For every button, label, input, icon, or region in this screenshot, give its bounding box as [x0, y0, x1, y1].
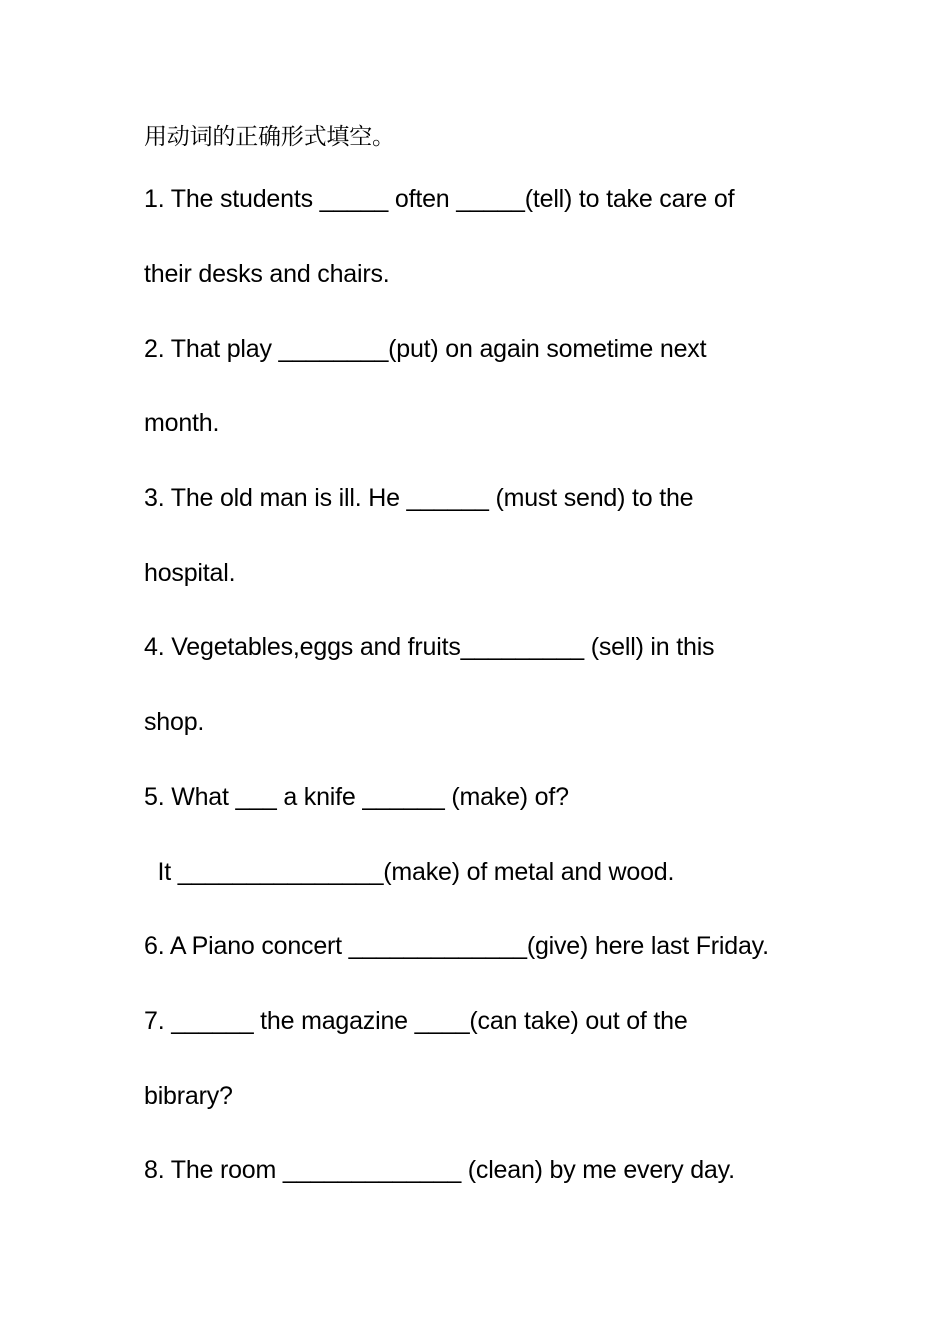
question-7-line-1: 7. ______ the magazine ____(can take) out of the [144, 1007, 688, 1035]
question-8: 8. The room _____________ (clean) by me every day. [144, 1156, 735, 1184]
question-3-line-2: hospital. [144, 559, 236, 587]
question-5-line-2: It _______________(make) of metal and wood. [144, 858, 675, 886]
question-4-line-1: 4. Vegetables,eggs and fruits_________ (sell) in this [144, 633, 715, 661]
question-2-line-1: 2. That play ________(put) on again sometime next [144, 335, 707, 363]
question-1-line-1: 1. The students _____ often _____(tell) to take care of [144, 185, 735, 213]
question-7-line-2: bibrary? [144, 1082, 233, 1110]
question-2-line-2: month. [144, 409, 220, 437]
question-3-line-1: 3. The old man is ill. He ______ (must send) to the [144, 484, 694, 512]
question-5-line-1: 5. What ___ a knife ______ (make) of? [144, 783, 569, 811]
exercise-title: 用动词的正确形式填空。 [144, 124, 395, 150]
question-4-line-2: shop. [144, 708, 205, 736]
question-6: 6. A Piano concert _____________(give) here last Friday. [144, 932, 769, 960]
question-1-line-2: their desks and chairs. [144, 260, 390, 288]
